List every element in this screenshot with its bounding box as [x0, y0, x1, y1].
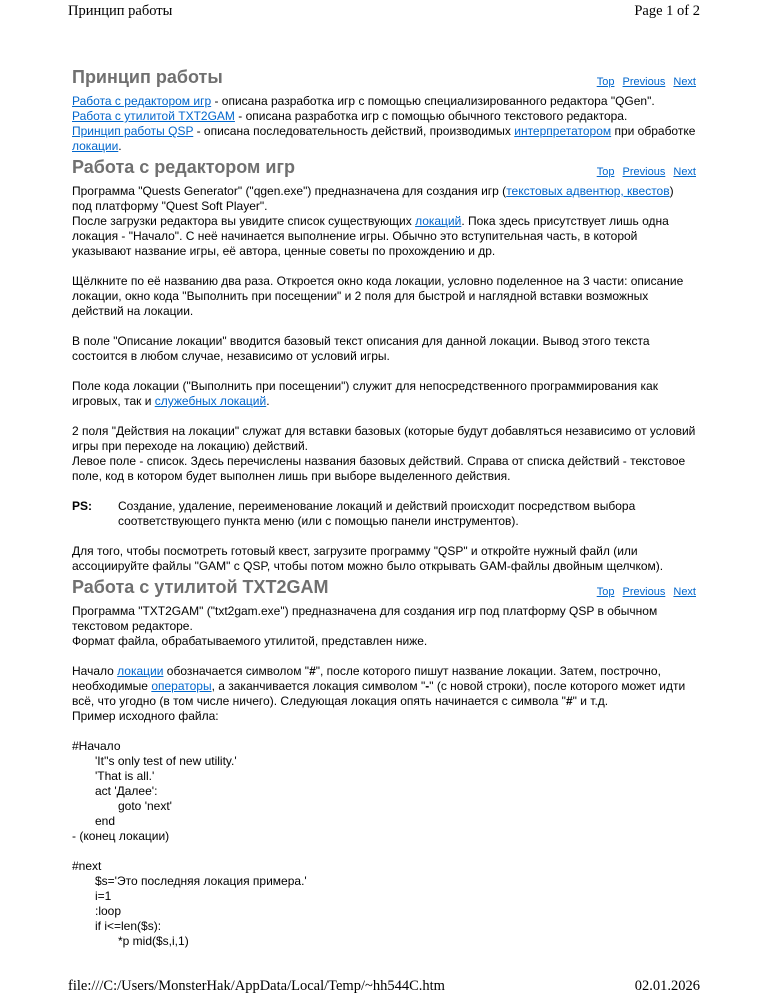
print-footer-url: file:///C:/Users/MonsterHak/AppData/Local/Temp/~hh544C.htm [68, 978, 445, 994]
nav-next-link[interactable]: Next [673, 76, 696, 88]
paragraph: Формат файла, обрабатываемого утилитой, представлен ниже. [72, 634, 428, 648]
code-blank-line [72, 844, 696, 859]
nav-next-link[interactable]: Next [673, 166, 696, 178]
ps-note [72, 499, 696, 529]
code-example [72, 739, 696, 949]
nav-previous-link[interactable]: Previous [622, 76, 666, 88]
paragraph: Начало локации обозначается символом "#", после которого пишут название локации. Затем, построчно, необходимые операторы, а заканчивается локация символом "-" (с новой строки), после которого может идти всё, что угодно (в том числе ничего). Следующая локация опять начинается с символа "#" и т.д. [72, 664, 686, 708]
link-locations[interactable]: локаций [415, 214, 462, 228]
link-interpreter[interactable]: интерпретатором [514, 124, 612, 138]
section-title: Работа с утилитой TXT2GAM [72, 577, 329, 597]
ps-label: PS: [72, 499, 93, 513]
paragraph: Пример исходного файла: [72, 709, 219, 723]
link-service-locations[interactable]: служебных локаций [154, 394, 267, 408]
code-line: i=1 [95, 889, 112, 903]
ps-text: Создание, удаление, переименование локаций и действий происходит посредством выбора соответствующего пункта меню (или с помощью панели инструментов). [118, 499, 636, 528]
link-text-adventures[interactable]: текстовых адвентюр, квестов [506, 184, 670, 198]
nav-top-link[interactable]: Top [596, 166, 615, 178]
print-header [0, 1, 768, 23]
paragraph: Поле кода локации ("Выполнить при посещении") служит для непосредственного программирования как игровых, так и служебных локаций. [72, 379, 658, 408]
paragraph: В поле "Описание локации" вводится базовый текст описания для данной локации. Вывод этого текста состоится в любом случае, независимо от условий игры. [72, 334, 650, 363]
paragraph: Программа "Quests Generator" ("qgen.exe") предназначена для создания игр (текстовых адвентюр, квестов) под платформу "Quest Soft Player". [72, 184, 674, 213]
code-line: goto 'next' [118, 799, 172, 813]
link-operators[interactable]: операторы [151, 679, 212, 693]
code-line: :loop [95, 904, 122, 918]
section-header-txt2gam [72, 578, 696, 604]
nav-previous-link[interactable]: Previous [622, 166, 666, 178]
code-line: #next [72, 859, 102, 873]
code-line: *p mid($s,i,1) [118, 934, 189, 948]
print-header-page: Page 1 of 2 [634, 3, 700, 19]
paragraph: Щёлкните по её названию два раза. Откроется окно кода локации, условно поделенное на 3 части: описание локации, окно кода "Выполнить при посещении" и 2 поля для быстрой и наглядной вставки возможных действий на локации. [72, 274, 684, 318]
document-content [72, 68, 696, 949]
section-nav [592, 75, 696, 90]
link-location[interactable]: локации [117, 664, 164, 678]
code-line: #Начало [72, 739, 121, 753]
link-txt2gam[interactable]: Работа с утилитой TXT2GAM [72, 109, 235, 123]
paragraph: Для того, чтобы посмотреть готовый квест, загрузите программу "QSP" и откройте нужный файл (или ассоциируйте файлы "GAM" с QSP, чтобы потом можно было открывать GAM-файлы двойным щелчком). [72, 544, 664, 573]
principle-item: Работа с утилитой TXT2GAM - описана разработка игр с помощью обычного текстового редактора. [72, 109, 628, 123]
code-line: 'That is all.' [95, 769, 155, 783]
code-line: 'It''s only test of new utility.' [95, 754, 237, 768]
code-line: if i<=len($s): [95, 919, 162, 933]
section-header-principle [72, 68, 696, 94]
link-qsp-principle[interactable]: Принцип работы QSP [72, 124, 194, 138]
code-line: end [95, 814, 116, 828]
code-line: $s='Это последняя локация примера.' [95, 874, 307, 888]
principle-item: Работа с редактором игр - описана разработка игр с помощью специализированного редактора "QGen". [72, 94, 655, 108]
paragraph: Программа "TXT2GAM" ("txt2gam.exe") предназначена для создания игр под платформу QSP в обычном текстовом редакторе. [72, 604, 658, 633]
principle-item: Принцип работы QSP - описана последовательность действий, производимых интерпретатором при обработке локации. [72, 124, 696, 153]
section-title: Принцип работы [72, 67, 223, 87]
link-editor[interactable]: Работа с редактором игр [72, 94, 212, 108]
print-footer-date: 02.01.2026 [634, 978, 700, 994]
code-line: - (конец локации) [72, 829, 170, 843]
link-location[interactable]: локации [72, 139, 119, 153]
paragraph: После загрузки редактора вы увидите список существующих локаций. Пока здесь присутствует лишь одна локация - "Начало". С неё начинается выполнение игры. Обычно это вступительная часть, в которой указывают название игры, её автора, ценные советы по прохождению и др. [72, 214, 669, 258]
nav-next-link[interactable]: Next [673, 586, 696, 598]
section-title: Работа с редактором игр [72, 157, 295, 177]
section-nav [592, 585, 696, 600]
print-footer [0, 976, 768, 996]
section-nav [592, 165, 696, 180]
section-header-editor [72, 158, 696, 184]
print-header-title: Принцип работы [68, 3, 173, 19]
code-line: act 'Далее': [95, 784, 158, 798]
paragraph: Левое поле - список. Здесь перечислены названия базовых действий. Справа от списка действий - текстовое поле, код в котором будет выполнен лишь при выборе выделенного действия. [72, 454, 686, 483]
nav-top-link[interactable]: Top [596, 76, 615, 88]
paragraph: 2 поля "Действия на локации" служат для вставки базовых (которые будут добавляться независимо от условий игры при переходе на локацию) действий. [72, 424, 696, 453]
nav-top-link[interactable]: Top [596, 586, 615, 598]
nav-previous-link[interactable]: Previous [622, 586, 666, 598]
